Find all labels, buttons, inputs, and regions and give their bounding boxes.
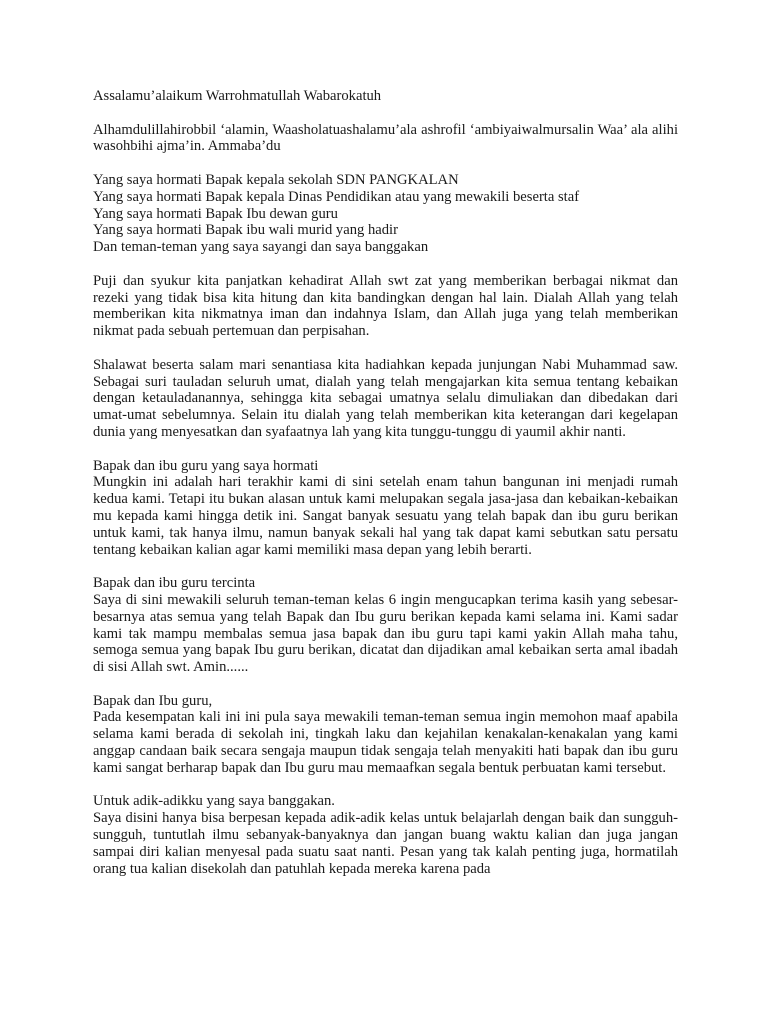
greeting: Assalamu’alaikum Warrohmatullah Wabarokatuh [93, 88, 382, 104]
paragraph-teachers-beloved [93, 575, 678, 676]
paragraph-juniors [93, 793, 678, 877]
salutation-line: Dan teman-teman yang saya sayangi dan saya banggakan [93, 239, 429, 256]
paragraph-teachers-respected [93, 458, 678, 559]
opening-paragraph: Alhamdulillahirobbil ‘alamin, Waasholatuashalamu’ala ashrofil ‘ambiyaiwalmursalin Waa’ ala alihi wasohbihi ajma’in. Ammaba’du [93, 121, 678, 155]
salutation-line: Yang saya hormati Bapak kepala sekolah SDN PANGKALAN [93, 171, 459, 188]
paragraph-heading: Untuk adik-adikku yang saya banggakan. [93, 793, 335, 810]
paragraph-heading: Bapak dan ibu guru yang saya hormati [93, 457, 319, 474]
paragraph-heading: Bapak dan Ibu guru, [93, 692, 213, 709]
paragraph-body: Saya di sini mewakili seluruh teman-teman kelas 6 ingin mengucapkan terima kasih yang sebesar-besarnya atas semua yang telah Bapak dan Ibu guru berikan kepada kami selama ini. Kami sadar kami tak mampu membalas semua jasa bapak dan ibu guru tapi kami yakin Allah maha tahu, semoga semua yang bapak Ibu guru berikan, dicatat dan dijadikan amal kebaikan serta amal ibadah di sisi Allah swt. Amin...... [93, 591, 678, 676]
paragraph-body: Puji dan syukur kita panjatkan kehadirat Allah swt zat yang memberikan berbagai nikmat dan rezeki yang tidak bisa kita hitung dan kita bandingkan dengan hal lain. Dialah Allah yang telah memberikan kita nikmatnya iman dan indahnya Islam, dan Allah juga yang telah memberikan nikmat pada sebuah pertemuan dan perpisahan. [93, 272, 678, 340]
salutations [93, 172, 678, 256]
paragraph-shalawat [93, 357, 678, 441]
paragraph-gratitude [93, 273, 678, 340]
paragraph-apology [93, 693, 678, 777]
paragraph-body: Shalawat beserta salam mari senantiasa kita hadiahkan kepada junjungan Nabi Muhammad saw. Sebagai suri tauladan seluruh umat, dialah yang telah mengajarkan kita semua tentang kebaikan dengan ketauladanannya, sehingga kita sebagai umatnya selalu dimuliakan dan dibedakan dari umat-umat sebelumnya. Selain itu dialah yang telah memberikan kita keterangan dari kegelapan dunia yang menyesatkan dan syafaatnya lah yang kita tunggu-tunggu di yaumil akhir nanti. [93, 356, 678, 440]
paragraph-body: Saya disini hanya bisa berpesan kepada adik-adik kelas untuk belajarlah dengan baik dan sungguh-sungguh, tuntutlah ilmu sebanyak-banyaknya dan jangan buang waktu kalian dan juga jangan sampai diri kalian menyesal pada suatu saat nanti. Pesan yang tak kalah penting juga, hormatilah orang tua kalian disekolah dan patuhlah kepada mereka karena pada [93, 810, 678, 877]
paragraph-body: Mungkin ini adalah hari terakhir kami di sini setelah enam tahun bangunan ini menjadi rumah kedua kami. Tetapi itu bukan alasan untuk kami melupakan segala jasa-jasa dan kebaikan-kebaikan mu kepada kami hingga detik ini. Sangat banyak sesuatu yang telah bapak dan ibu guru berikan untuk kami, tak hanya ilmu, namun banyak sekali hal yang tak dapat kami sebutkan satu persatu tentang kebaikan kalian agar kami memiliki masa depan yang lebih berarti. [93, 474, 678, 558]
salutation-line: Yang saya hormati Bapak kepala Dinas Pendidikan atau yang mewakili beserta staf [93, 188, 580, 205]
document-page [93, 88, 678, 894]
paragraph-heading: Bapak dan ibu guru tercinta [93, 575, 256, 592]
salutation-line: Yang saya hormati Bapak Ibu dewan guru [93, 205, 338, 222]
paragraph-body: Pada kesempatan kali ini ini pula saya mewakili teman-teman semua ingin memohon maaf apabila selama kami berada di sekolah ini, tingkah laku dan kejahilan kenakalan-kenakalan yang kami anggap candaan baik secara sengaja maupun tidak sengaja telah menyakiti hati bapak dan ibu guru kami sangat berharap bapak dan Ibu guru mau memaafkan segala bentuk perbuatan kami tersebut. [93, 709, 678, 776]
salutation-line: Yang saya hormati Bapak ibu wali murid yang hadir [93, 222, 398, 239]
